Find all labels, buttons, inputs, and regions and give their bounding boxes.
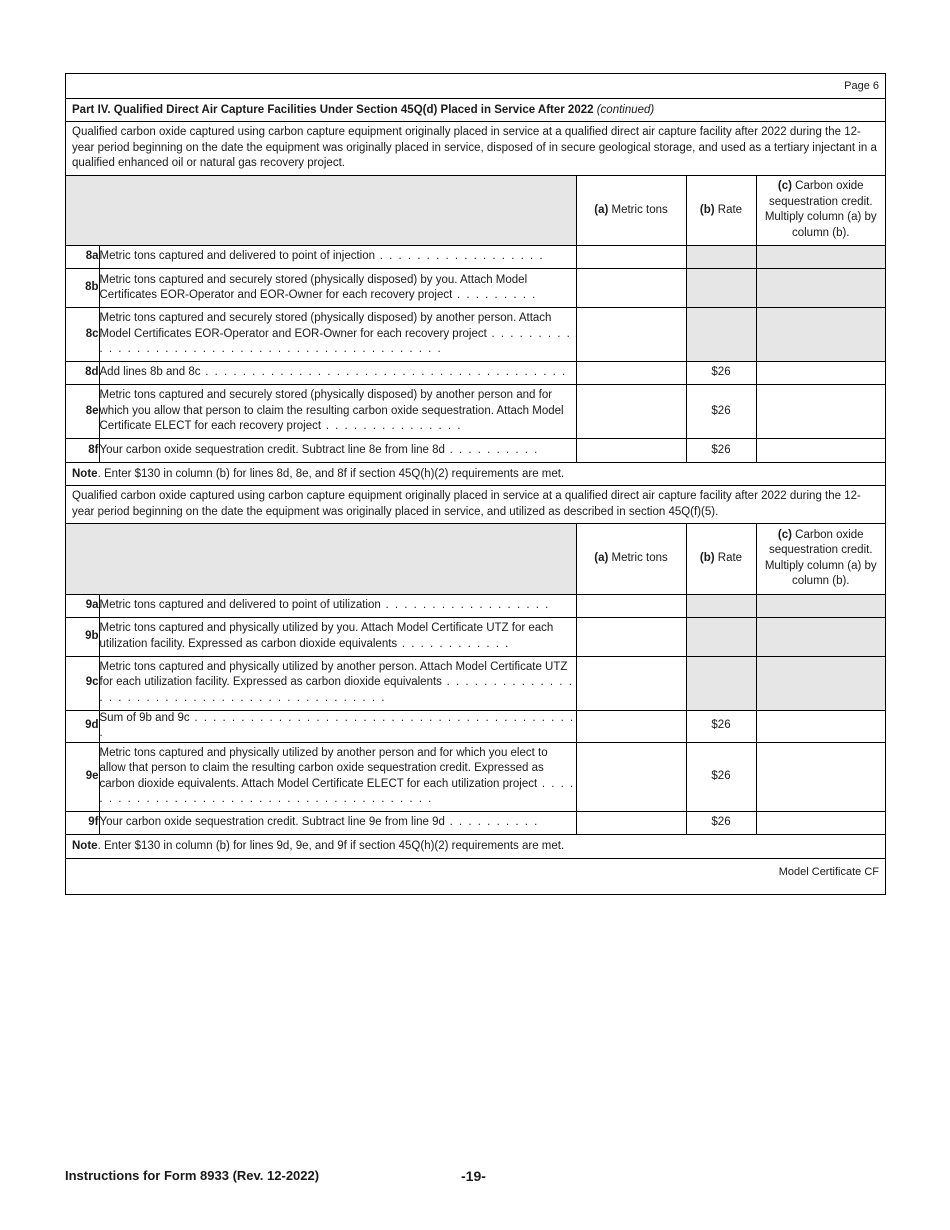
section1-header-row [66, 176, 885, 246]
col-b-rate: $26 [686, 439, 756, 462]
col-c-input[interactable] [756, 439, 885, 462]
line-description: Metric tons captured and delivered to point of injection . . . . . . . . . . . . . . . . . . [99, 246, 576, 269]
section1-table [66, 176, 885, 462]
col-c-input [756, 269, 885, 308]
line-description: Sum of 9b and 9c . . . . . . . . . . . . . . . . . . . . . . . . . . . . . . . . . . . . . . . . . . [99, 710, 576, 742]
col-a-input[interactable] [576, 308, 686, 362]
col-a-input[interactable] [576, 594, 686, 617]
section1-note: Note. Enter $130 in column (b) for lines 8d, 8e, and 8f if section 45Q(h)(2) requirements are met. [66, 463, 885, 487]
page-label: Page 6 [66, 74, 885, 99]
line-8c [66, 308, 885, 362]
col-c-input [756, 594, 885, 617]
col-a-input[interactable] [576, 656, 686, 710]
line-9d [66, 710, 885, 742]
col-a-input[interactable] [576, 617, 686, 656]
col-b-rate [686, 656, 756, 710]
col-b-header: (b) Rate [686, 176, 756, 246]
line-9b [66, 617, 885, 656]
header-blank [66, 176, 576, 246]
header-blank [66, 524, 576, 594]
line-number: 9d [66, 710, 99, 742]
line-number: 8a [66, 246, 99, 269]
col-b-rate: $26 [686, 710, 756, 742]
col-c-input[interactable] [756, 385, 885, 439]
col-a-input[interactable] [576, 385, 686, 439]
col-c-input[interactable] [756, 742, 885, 811]
col-a-input[interactable] [576, 710, 686, 742]
line-number: 9e [66, 742, 99, 811]
col-b-rate: $26 [686, 811, 756, 834]
section2-header-row [66, 524, 885, 594]
col-c-input[interactable] [756, 362, 885, 385]
part-title [66, 99, 885, 123]
line-9f [66, 811, 885, 834]
col-b-rate [686, 308, 756, 362]
model-certificate-label: Model Certificate CF [778, 865, 879, 878]
line-number: 8e [66, 385, 99, 439]
line-8a [66, 246, 885, 269]
line-9e [66, 742, 885, 811]
col-c-header: (c) Carbon oxide sequestration credit. Multiply column (a) by column (b). [756, 524, 885, 594]
col-c-input [756, 246, 885, 269]
line-8d [66, 362, 885, 385]
line-description: Metric tons captured and physically utilized by you. Attach Model Certificate UTZ for each utilization facility. Expressed as carbon dioxide equivalents . . . . . . . . . . . . [99, 617, 576, 656]
col-b-rate [686, 594, 756, 617]
col-c-input [756, 617, 885, 656]
form-page [65, 73, 886, 895]
line-9a [66, 594, 885, 617]
line-description: Metric tons captured and securely stored (physically disposed) by another person. Attach Model Certificates EOR-Operator and EOR-Owner for each recovery project . . . . . . . . . . . . . . . . . . . . . . . . . . . . . . . . . . . . . . . . . . . . . . [99, 308, 576, 362]
line-number: 9c [66, 656, 99, 710]
col-c-input[interactable] [756, 811, 885, 834]
col-a-input[interactable] [576, 362, 686, 385]
col-a-header: (a) Metric tons [576, 524, 686, 594]
part-title-text: Part IV. Qualified Direct Air Capture Facilities Under Section 45Q(d) Placed in Service After 2022 [72, 103, 594, 116]
col-a-header: (a) Metric tons [576, 176, 686, 246]
col-b-rate [686, 269, 756, 308]
line-description: Metric tons captured and physically utilized by another person and for which you elect to allow that person to claim the resulting carbon oxide sequestration credit. Expressed as carbon dioxide equivalents. Attach Model Certificate ELECT for each utilization project . . . . . . . . . . . . . . . . . . . . . . . . . . . . . . . . . . . . . . . . [99, 742, 576, 811]
col-a-input[interactable] [576, 246, 686, 269]
line-number: 9f [66, 811, 99, 834]
col-c-input [756, 656, 885, 710]
line-number: 9b [66, 617, 99, 656]
line-8b [66, 269, 885, 308]
col-c-header: (c) Carbon oxide sequestration credit. Multiply column (a) by column (b). [756, 176, 885, 246]
line-description: Metric tons captured and delivered to point of utilization . . . . . . . . . . . . . . . . . . [99, 594, 576, 617]
section2-table [66, 524, 885, 834]
line-number: 8d [66, 362, 99, 385]
part-title-suffix: (continued) [596, 103, 655, 116]
col-b-header: (b) Rate [686, 524, 756, 594]
col-c-input[interactable] [756, 710, 885, 742]
col-a-input[interactable] [576, 742, 686, 811]
line-description: Metric tons captured and physically utilized by another person. Attach Model Certificate UTZ for each utilization facility. Expressed as carbon dioxide equivalents . . . . . . . . . . . . . . . . . . . . . . . . . . . . . . . . . . . . . . . . . . . . . [99, 656, 576, 710]
col-b-rate: $26 [686, 742, 756, 811]
col-b-rate [686, 617, 756, 656]
line-number: 8f [66, 439, 99, 462]
col-c-input [756, 308, 885, 362]
line-description: Add lines 8b and 8c . . . . . . . . . . . . . . . . . . . . . . . . . . . . . . . . . . . . . . . [99, 362, 576, 385]
section1-intro: Qualified carbon oxide captured using carbon capture equipment originally placed in service at a qualified direct air capture facility after 2022 during the 12-year period beginning on the date the equipment was originally placed in service, disposed of in secure geological storage, and used as a tertiary injectant in a qualified enhanced oil or natural gas recovery project. [66, 122, 885, 176]
line-8e [66, 385, 885, 439]
line-description: Your carbon oxide sequestration credit. Subtract line 9e from line 9d . . . . . . . . . . [99, 811, 576, 834]
line-number: 8c [66, 308, 99, 362]
line-description: Your carbon oxide sequestration credit. Subtract line 8e from line 8d . . . . . . . . . . [99, 439, 576, 462]
col-b-rate: $26 [686, 385, 756, 439]
col-b-rate [686, 246, 756, 269]
section2-note: Note. Enter $130 in column (b) for lines 9d, 9e, and 9f if section 45Q(h)(2) requirements are met. [66, 835, 885, 859]
line-number: 9a [66, 594, 99, 617]
footer-form-name: Instructions for Form 8933 (Rev. 12-2022) [65, 1168, 320, 1183]
col-a-input[interactable] [576, 811, 686, 834]
section1-table-wrap [66, 176, 885, 463]
col-a-input[interactable] [576, 439, 686, 462]
line-number: 8b [66, 269, 99, 308]
line-9c [66, 656, 885, 710]
footer-page-number: -19- [461, 1168, 486, 1184]
line-8f [66, 439, 885, 462]
col-a-input[interactable] [576, 269, 686, 308]
line-description: Metric tons captured and securely stored (physically disposed) by you. Attach Model Certificates EOR-Operator and EOR-Owner for each recovery project . . . . . . . . . [99, 269, 576, 308]
section2-table-wrap [66, 524, 885, 835]
line-description: Metric tons captured and securely stored (physically disposed) by another person and for which you allow that person to claim the resulting carbon oxide sequestration. Attach Model Certificate ELECT for each recovery project . . . . . . . . . . . . . . . [99, 385, 576, 439]
section2-intro: Qualified carbon oxide captured using carbon capture equipment originally placed in service at a qualified direct air capture facility after 2022 during the 12-year period beginning on the date the equipment was originally placed in service, and utilized as described in section 45Q(f)(5). [66, 486, 885, 524]
col-b-rate: $26 [686, 362, 756, 385]
